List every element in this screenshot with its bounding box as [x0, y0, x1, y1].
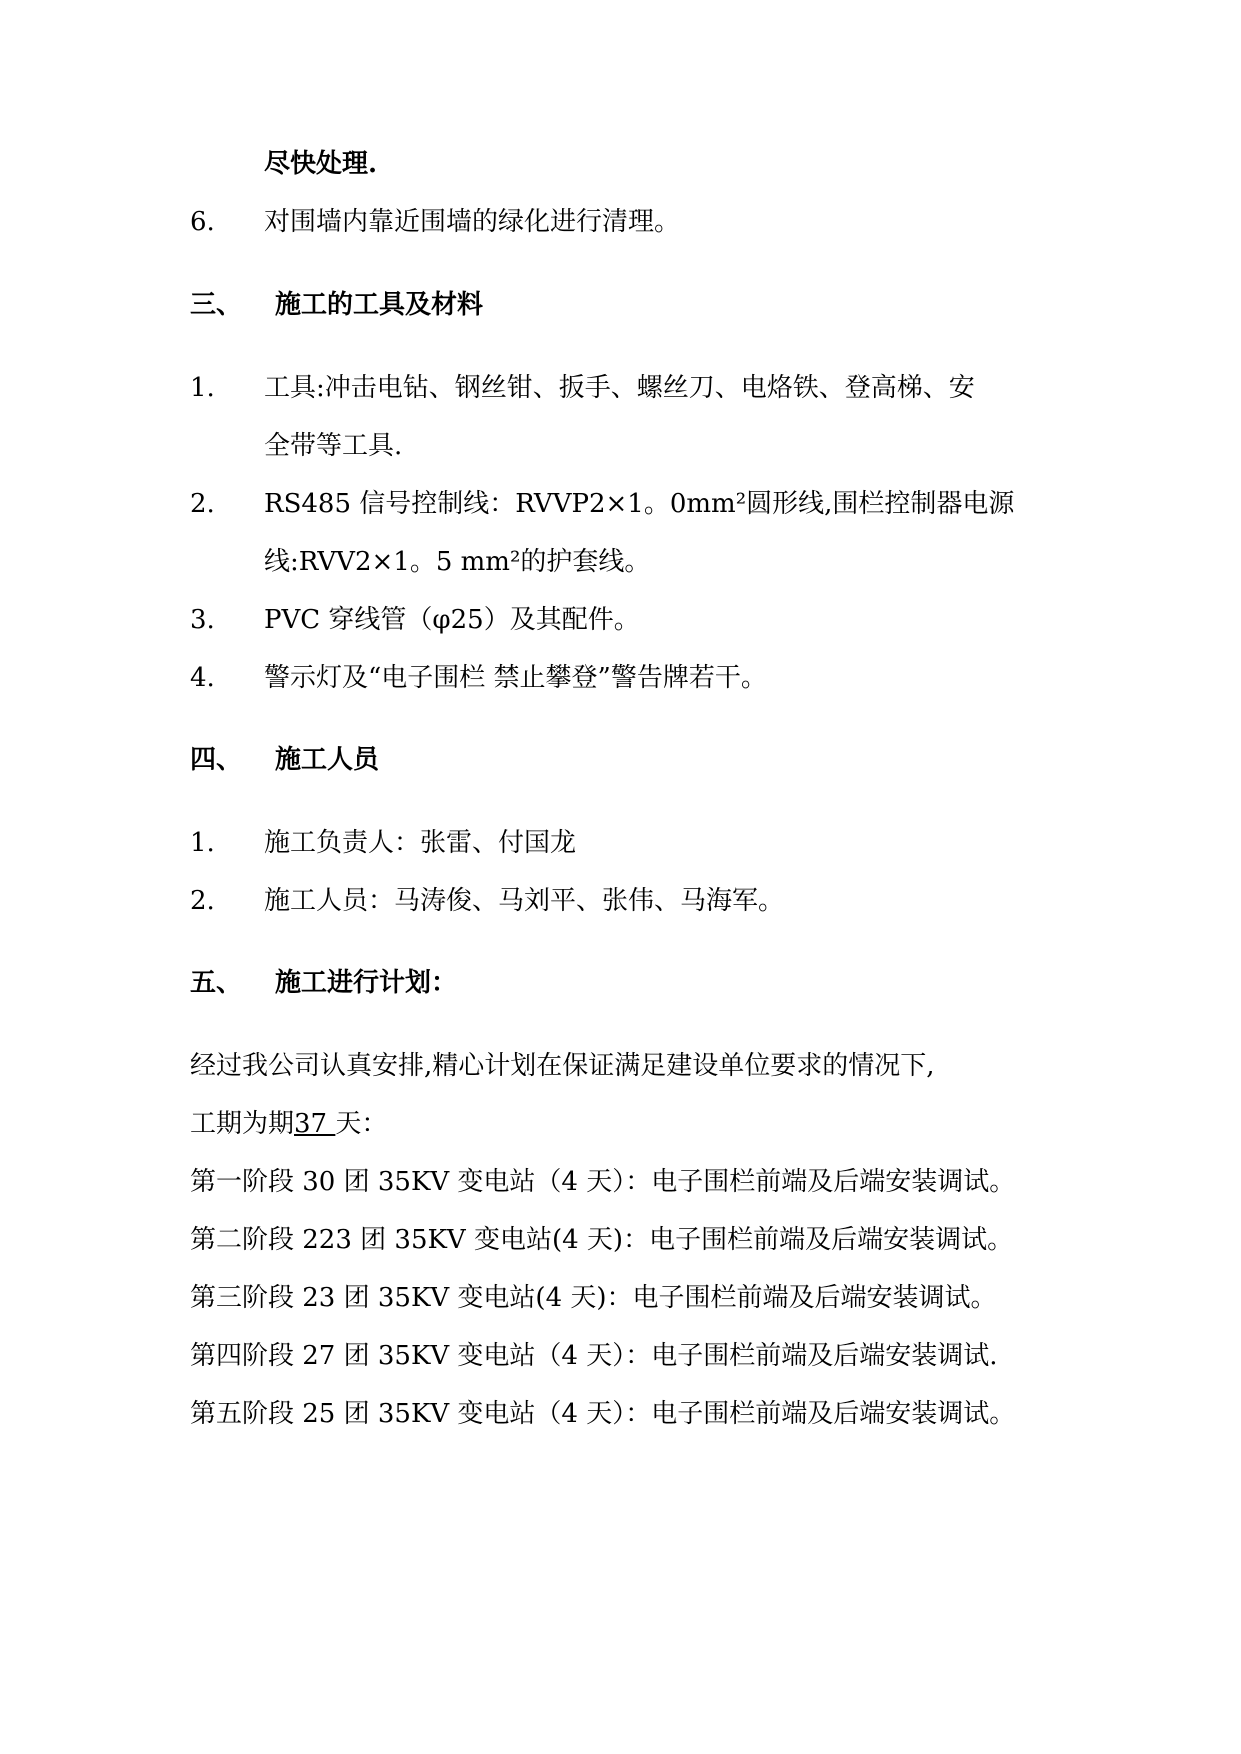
item-text: 施工人员：马涛俊、马刘平、张伟、马海军。 — [264, 886, 785, 916]
paragraph-line — [190, 1107, 387, 1141]
section-number: 五、 — [190, 968, 243, 998]
stage-line: 第四阶段 27 团 35KV 变电站（4 天）：电子围栏前端及后端安装调试. — [190, 1341, 998, 1371]
item-number: 6. — [190, 207, 215, 237]
section-heading — [0, 288, 1241, 322]
item-number: 1. — [190, 828, 215, 858]
item-text: 工具:冲击电钻、钢丝钳、扳手、螺丝刀、电烙铁、登高梯、安 — [264, 373, 975, 403]
section-heading — [0, 966, 1241, 1000]
section-title: 施工的工具及材料 — [275, 290, 484, 320]
item-text: 对围墙内靠近围墙的绿化进行清理。 — [264, 207, 681, 237]
stage-line: 第二阶段 223 团 35KV 变电站(4 天)：电子围栏前端及后端安装调试。 — [190, 1225, 1014, 1255]
list-item — [0, 884, 1241, 918]
list-item — [0, 826, 1241, 860]
item-text: 施工负责人：张雷、付国龙 — [264, 828, 577, 858]
list-item — [0, 603, 1241, 637]
item-text-continued: 线:RVV2×1。5 mm²的护套线。 — [264, 547, 651, 577]
list-item — [0, 661, 1241, 695]
duration-suffix: 天： — [335, 1109, 388, 1139]
item-number: 1. — [190, 373, 215, 403]
duration-prefix: 工期为期 — [190, 1109, 295, 1139]
item-text: PVC 穿线管（φ25）及其配件。 — [264, 605, 640, 635]
section-title: 施工人员 — [275, 745, 380, 775]
section-heading — [0, 743, 1241, 777]
continuation-text: 尽快处理. — [264, 149, 378, 179]
paragraph-line: 经过我公司认真安排,精心计划在保证满足建设单位要求的情况下, — [190, 1051, 935, 1081]
list-item — [0, 205, 1241, 239]
item-text-continued: 全带等工具. — [264, 431, 403, 461]
item-number: 2. — [190, 886, 215, 916]
list-item — [0, 487, 1241, 521]
section-title: 施工进行计划： — [275, 968, 458, 998]
section-number: 三、 — [190, 290, 243, 320]
section-number: 四、 — [190, 745, 243, 775]
item-text: RS485 信号控制线：RVVP2×1。0mm²圆形线,围栏控制器电源 — [264, 489, 1015, 519]
item-text: 警示灯及“电子围栏 禁止攀登”警告牌若干。 — [264, 663, 767, 693]
stage-line: 第五阶段 25 团 35KV 变电站（4 天）：电子围栏前端及后端安装调试。 — [190, 1399, 1016, 1429]
item-number: 3. — [190, 605, 215, 635]
item-number: 4. — [190, 663, 215, 693]
duration-days: 37 — [294, 1109, 336, 1139]
stage-line: 第一阶段 30 团 35KV 变电站（4 天）：电子围栏前端及后端安装调试。 — [190, 1167, 1016, 1197]
item-number: 2. — [190, 489, 215, 519]
stage-line: 第三阶段 23 团 35KV 变电站(4 天)：电子围栏前端及后端安装调试。 — [190, 1283, 997, 1313]
list-item — [0, 371, 1241, 405]
